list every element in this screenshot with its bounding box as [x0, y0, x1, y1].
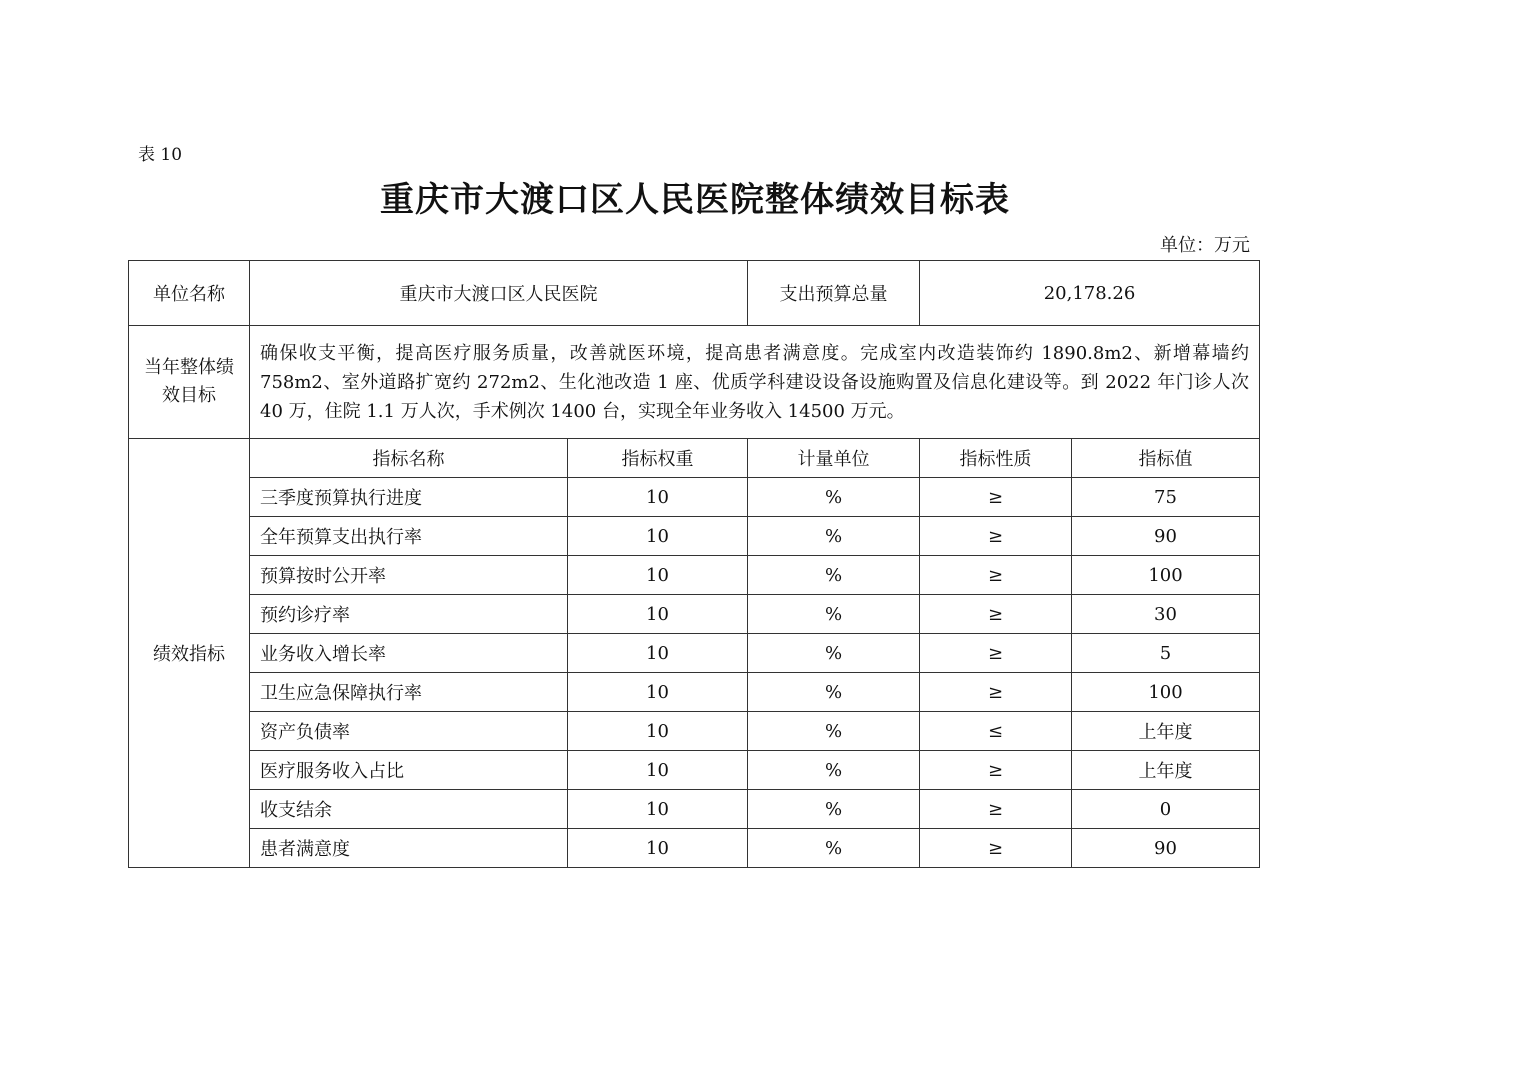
indicator-weight: 10	[568, 595, 748, 634]
goal-label-cell	[129, 326, 250, 439]
goal-row	[129, 326, 1260, 439]
column-header-unit: 计量单位	[748, 439, 920, 478]
indicator-unit: %	[748, 790, 920, 829]
indicator-unit: %	[748, 517, 920, 556]
indicator-nature: ≥	[920, 478, 1072, 517]
indicator-nature: ≥	[920, 517, 1072, 556]
column-header-weight: 指标权重	[568, 439, 748, 478]
indicator-value: 90	[1072, 517, 1260, 556]
unit-label: 单位：万元	[1160, 235, 1250, 256]
indicator-row	[129, 478, 1260, 517]
indicator-weight: 10	[568, 829, 748, 868]
indicator-row	[129, 517, 1260, 556]
indicator-header-row	[129, 439, 1260, 478]
indicator-row	[129, 751, 1260, 790]
indicator-name: 资产负债率	[250, 712, 568, 751]
indicator-nature: ≥	[920, 751, 1072, 790]
indicator-row	[129, 712, 1260, 751]
indicator-nature: ≥	[920, 595, 1072, 634]
column-header-value: 指标值	[1072, 439, 1260, 478]
indicator-value: 上年度	[1072, 712, 1260, 751]
indicator-value: 75	[1072, 478, 1260, 517]
budget-label: 支出预算总量	[748, 261, 920, 326]
indicator-nature: ≥	[920, 556, 1072, 595]
indicator-name: 预算按时公开率	[250, 556, 568, 595]
indicator-weight: 10	[568, 751, 748, 790]
indicator-name: 预约诊疗率	[250, 595, 568, 634]
indicator-unit: %	[748, 595, 920, 634]
indicator-unit: %	[748, 478, 920, 517]
indicator-nature: ≥	[920, 790, 1072, 829]
indicator-name: 全年预算支出执行率	[250, 517, 568, 556]
header-row	[129, 261, 1260, 326]
indicator-unit: %	[748, 673, 920, 712]
goal-text: 确保收支平衡，提高医疗服务质量，改善就医环境，提高患者满意度。完成室内改造装饰约 1890.8m2、新增幕墙约 758m2、室外道路扩宽约 272m2、生化池改造 1 座、优质学科建设设备设施购置及信息化建设等。到 2022 年门诊人次 40 万，住院 1.1 万人次，手术例次 1400 台，实现全年业务收入 14500 万元。	[260, 342, 1250, 422]
indicator-value: 100	[1072, 673, 1260, 712]
indicator-row	[129, 829, 1260, 868]
indicator-weight: 10	[568, 790, 748, 829]
indicator-weight: 10	[568, 478, 748, 517]
indicator-unit: %	[748, 829, 920, 868]
unit-name-label: 单位名称	[129, 261, 250, 326]
indicator-unit: %	[748, 634, 920, 673]
indicator-weight: 10	[568, 673, 748, 712]
indicator-nature: ≥	[920, 673, 1072, 712]
unit-name-value: 重庆市大渡口区人民医院	[250, 261, 748, 326]
indicator-value: 90	[1072, 829, 1260, 868]
document-title: 重庆市大渡口区人民医院整体绩效目标表	[380, 180, 1010, 220]
budget-value: 20,178.26	[920, 261, 1260, 326]
column-header-name: 指标名称	[250, 439, 568, 478]
indicator-name: 患者满意度	[250, 829, 568, 868]
indicator-weight: 10	[568, 712, 748, 751]
indicator-weight: 10	[568, 556, 748, 595]
indicator-row	[129, 634, 1260, 673]
indicator-weight: 10	[568, 634, 748, 673]
indicator-nature: ≤	[920, 712, 1072, 751]
indicators-section-label: 绩效指标	[129, 439, 250, 868]
goal-text-cell	[250, 326, 1260, 439]
indicator-value: 30	[1072, 595, 1260, 634]
indicator-row	[129, 673, 1260, 712]
indicator-value: 100	[1072, 556, 1260, 595]
indicator-nature: ≥	[920, 634, 1072, 673]
indicator-row	[129, 595, 1260, 634]
column-header-nature: 指标性质	[920, 439, 1072, 478]
indicator-value: 0	[1072, 790, 1260, 829]
indicator-row	[129, 790, 1260, 829]
indicator-unit: %	[748, 751, 920, 790]
indicator-name: 卫生应急保障执行率	[250, 673, 568, 712]
performance-target-table	[128, 260, 1260, 868]
indicator-nature: ≥	[920, 829, 1072, 868]
indicator-unit: %	[748, 712, 920, 751]
indicator-unit: %	[748, 556, 920, 595]
indicator-value: 5	[1072, 634, 1260, 673]
indicator-weight: 10	[568, 517, 748, 556]
indicator-row	[129, 556, 1260, 595]
goal-label: 当年整体绩效目标	[144, 357, 234, 406]
indicator-name: 医疗服务收入占比	[250, 751, 568, 790]
indicator-value: 上年度	[1072, 751, 1260, 790]
indicator-name: 三季度预算执行进度	[250, 478, 568, 517]
table-number: 表 10	[138, 145, 183, 165]
indicator-name: 收支结余	[250, 790, 568, 829]
indicator-name: 业务收入增长率	[250, 634, 568, 673]
